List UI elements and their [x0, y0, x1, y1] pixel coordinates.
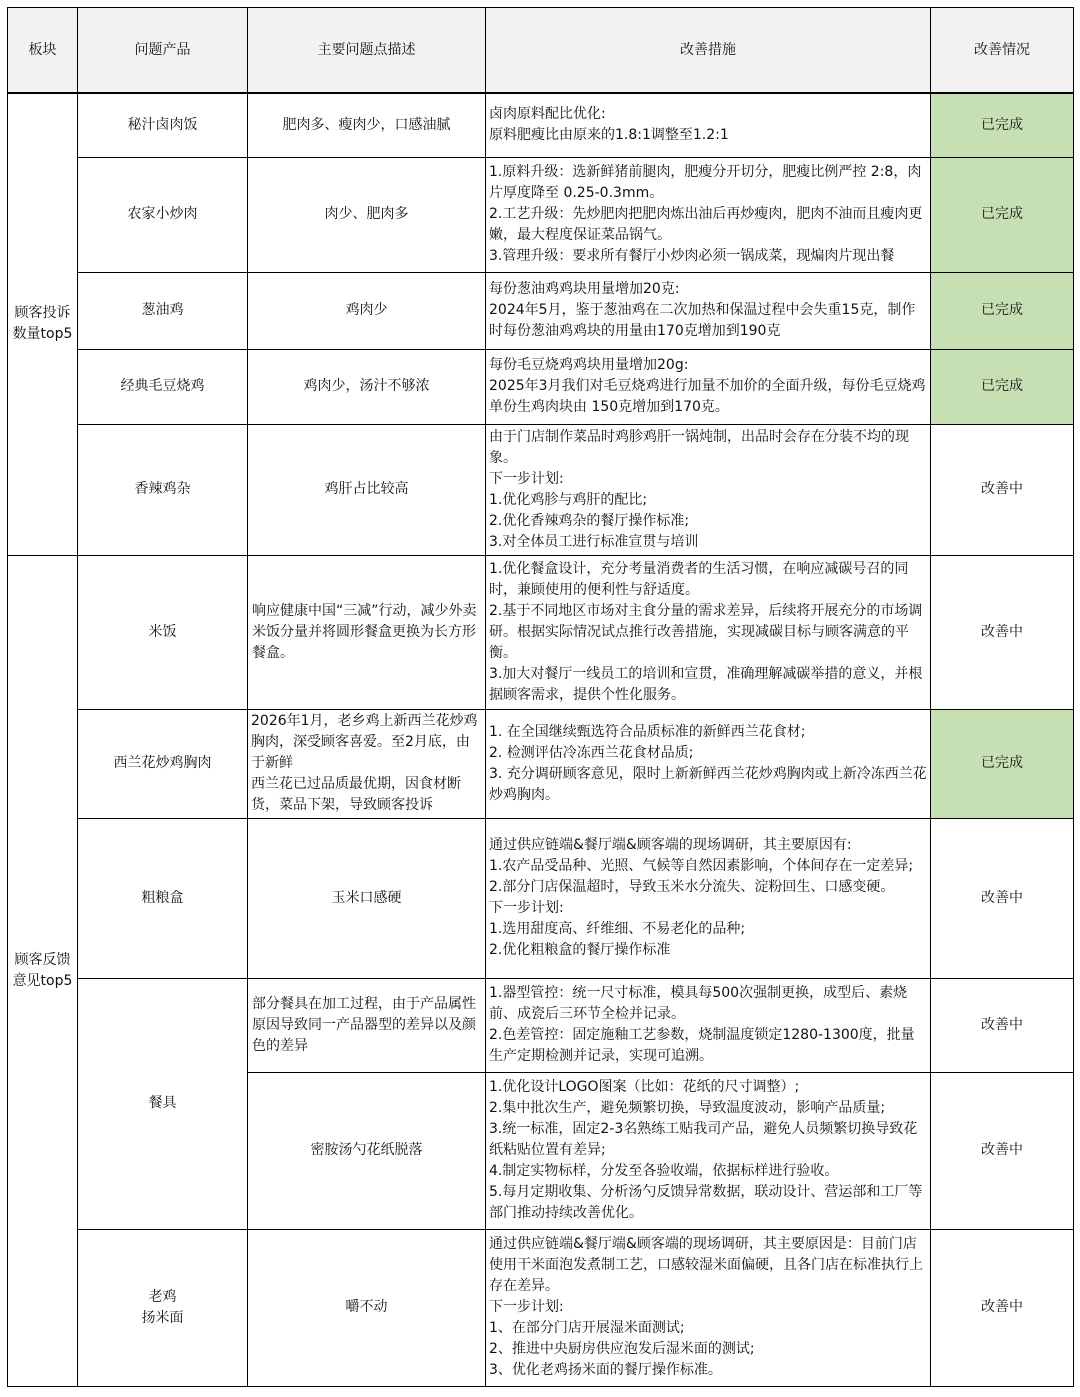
improvement-measures: 1.优化餐盒设计，充分考量消费者的生活习惯，在响应减碳号召的同时，兼顾使用的便利性与舒适度。 2.基于不同地区市场对主食分量的需求差异，后续将开展充分的市场调研。根据实际情况试点推行改善措施，实现减碳目标与顾客满意的平衡。 3.加大对餐厅一线员工的培训和宣贯，准确理解减碳举措的意义，并根据顾客需求，提供个性化服务。: [486, 555, 931, 709]
product-name: 老鸡 扬米面: [78, 1229, 248, 1386]
product-name: 农家小炒肉: [78, 157, 248, 272]
section-label: 顾客投诉 数量top5: [8, 93, 78, 555]
header-status: 改善情况: [931, 8, 1074, 94]
product-name: 米饭: [78, 555, 248, 709]
status-cell: 改善中: [931, 555, 1074, 709]
status-cell: 已完成: [931, 272, 1074, 349]
improvement-measures: 由于门店制作菜品时鸡胗鸡肝一锅炖制，出品时会存在分装不均的现象。 下一步计划: 1.优化鸡胗与鸡肝的配比; 2.优化香辣鸡杂的餐厅操作标准; 3.对全体员工进行标准宣贯与培训: [486, 424, 931, 555]
status-cell: 已完成: [931, 709, 1074, 818]
product-name: 经典毛豆烧鸡: [78, 349, 248, 424]
table-row: [8, 709, 1074, 818]
header-measures: 改善措施: [486, 8, 931, 94]
table-row: [8, 157, 1074, 272]
improvement-measures: 通过供应链端&餐厅端&顾客端的现场调研，其主要原因是：目前门店使用干米面泡发煮制工艺，口感较湿米面偏硬，且各门店在标准执行上存在差异。 下一步计划: 1、在部分门店开展湿米面测试; 2、推进中央厨房供应泡发后湿米面的测试; 3、优化老鸡扬米面的餐厅操作标准。: [486, 1229, 931, 1386]
table-row: [8, 93, 1074, 157]
improvement-measures: 1. 在全国继续甄选符合品质标准的新鲜西兰花食材; 2. 检测评估冷冻西兰花食材品质; 3. 充分调研顾客意见，限时上新新鲜西兰花炒鸡胸肉或上新冷冻西兰花炒鸡胸肉。: [486, 709, 931, 818]
issue-description: 玉米口感硬: [248, 818, 486, 978]
table-row: [8, 349, 1074, 424]
issue-description: 嚼不动: [248, 1229, 486, 1386]
issue-description: 肉少、肥肉多: [248, 157, 486, 272]
table-row: [8, 978, 1074, 1072]
header-product: 问题产品: [78, 8, 248, 94]
improvement-measures: 1.原料升级：选新鲜猪前腿肉，肥瘦分开切分，肥瘦比例严控 2:8，肉片厚度降至 0.25-0.3mm。 2.工艺升级：先炒肥肉把肥肉炼出油后再炒瘦肉，肥肉不油而且瘦肉更嫩，最大程度保证菜品锅气。 3.管理升级：要求所有餐厅小炒肉必须一锅成菜，现煸肉片现出餐: [486, 157, 931, 272]
header-issue: 主要问题点描述: [248, 8, 486, 94]
status-cell: 改善中: [931, 424, 1074, 555]
product-name: 秘汁卤肉饭: [78, 93, 248, 157]
product-name: 香辣鸡杂: [78, 424, 248, 555]
status-cell: 改善中: [931, 818, 1074, 978]
product-name: 餐具: [78, 978, 248, 1229]
status-cell: 改善中: [931, 978, 1074, 1072]
issue-description: 鸡肝占比较高: [248, 424, 486, 555]
improvement-measures: 卤肉原料配比优化: 原料肥瘦比由原来的1.8:1调整至1.2:1: [486, 93, 931, 157]
issue-description: 部分餐具在加工过程，由于产品属性原因导致同一产品器型的差异以及颜色的差异: [248, 978, 486, 1072]
product-name: 葱油鸡: [78, 272, 248, 349]
improvement-measures: 1.器型管控：统一尺寸标准，模具每500次强制更换，成型后、素烧前、成瓷后三环节全检并记录。 2.色差管控：固定施釉工艺参数，烧制温度锁定1280-1300度，批量生产定期检测并记录，实现可追溯。: [486, 978, 931, 1072]
status-cell: 改善中: [931, 1072, 1074, 1229]
issue-description: 鸡肉少，汤汁不够浓: [248, 349, 486, 424]
issue-description: 2026年1月，老乡鸡上新西兰花炒鸡胸肉，深受顾客喜爱。至2月底，由于新鲜 西兰花已过品质最优期，因食材断货，菜品下架，导致顾客投诉: [248, 709, 486, 818]
status-cell: 已完成: [931, 93, 1074, 157]
improvement-measures: 每份毛豆烧鸡鸡块用量增加20g: 2025年3月我们对毛豆烧鸡进行加量不加价的全面升级，每份毛豆烧鸡单份生鸡肉块由 150克增加到170克。: [486, 349, 931, 424]
table-row: [8, 818, 1074, 978]
section-label: 顾客反馈 意见top5: [8, 555, 78, 1386]
issue-description: 肥肉多、瘦肉少，口感油腻: [248, 93, 486, 157]
improvement-measures: 每份葱油鸡鸡块用量增加20克: 2024年5月，鉴于葱油鸡在二次加热和保温过程中会失重15克，制作时每份葱油鸡鸡块的用量由170克增加到190克: [486, 272, 931, 349]
status-cell: 改善中: [931, 1229, 1074, 1386]
header-section: 板块: [8, 8, 78, 94]
issue-description: 鸡肉少: [248, 272, 486, 349]
issue-description: 响应健康中国“三减”行动，减少外卖米饭分量并将圆形餐盒更换为长方形餐盒。: [248, 555, 486, 709]
issue-description: 密胺汤勺花纸脱落: [248, 1072, 486, 1229]
table-row: [8, 1229, 1074, 1386]
table-row: [8, 555, 1074, 709]
product-name: 粗粮盒: [78, 818, 248, 978]
product-name: 西兰花炒鸡胸肉: [78, 709, 248, 818]
status-cell: 已完成: [931, 157, 1074, 272]
table-row: [8, 272, 1074, 349]
improvement-table: [7, 7, 1074, 1387]
improvement-measures: 1.优化设计LOGO图案（比如：花纸的尺寸调整）; 2.集中批次生产，避免频繁切换，导致温度波动，影响产品质量; 3.统一标准，固定2-3名熟练工贴我司产品，避免人员频繁切换导致花纸粘贴位置有差异; 4.制定实物标样，分发至各验收端，依据标样进行验收。 5.每月定期收集、分析汤勺反馈异常数据，联动设计、营运部和工厂等部门推动持续改善优化。: [486, 1072, 931, 1229]
status-cell: 已完成: [931, 349, 1074, 424]
header-row: [8, 8, 1074, 94]
improvement-measures: 通过供应链端&餐厅端&顾客端的现场调研，其主要原因有: 1.农产品受品种、光照、气候等自然因素影响，个体间存在一定差异; 2.部分门店保温超时，导致玉米水分流失、淀粉回生、口感变硬。 下一步计划: 1.选用甜度高、纤维细、不易老化的品种; 2.优化粗粮盒的餐厅操作标准: [486, 818, 931, 978]
table-row: [8, 424, 1074, 555]
